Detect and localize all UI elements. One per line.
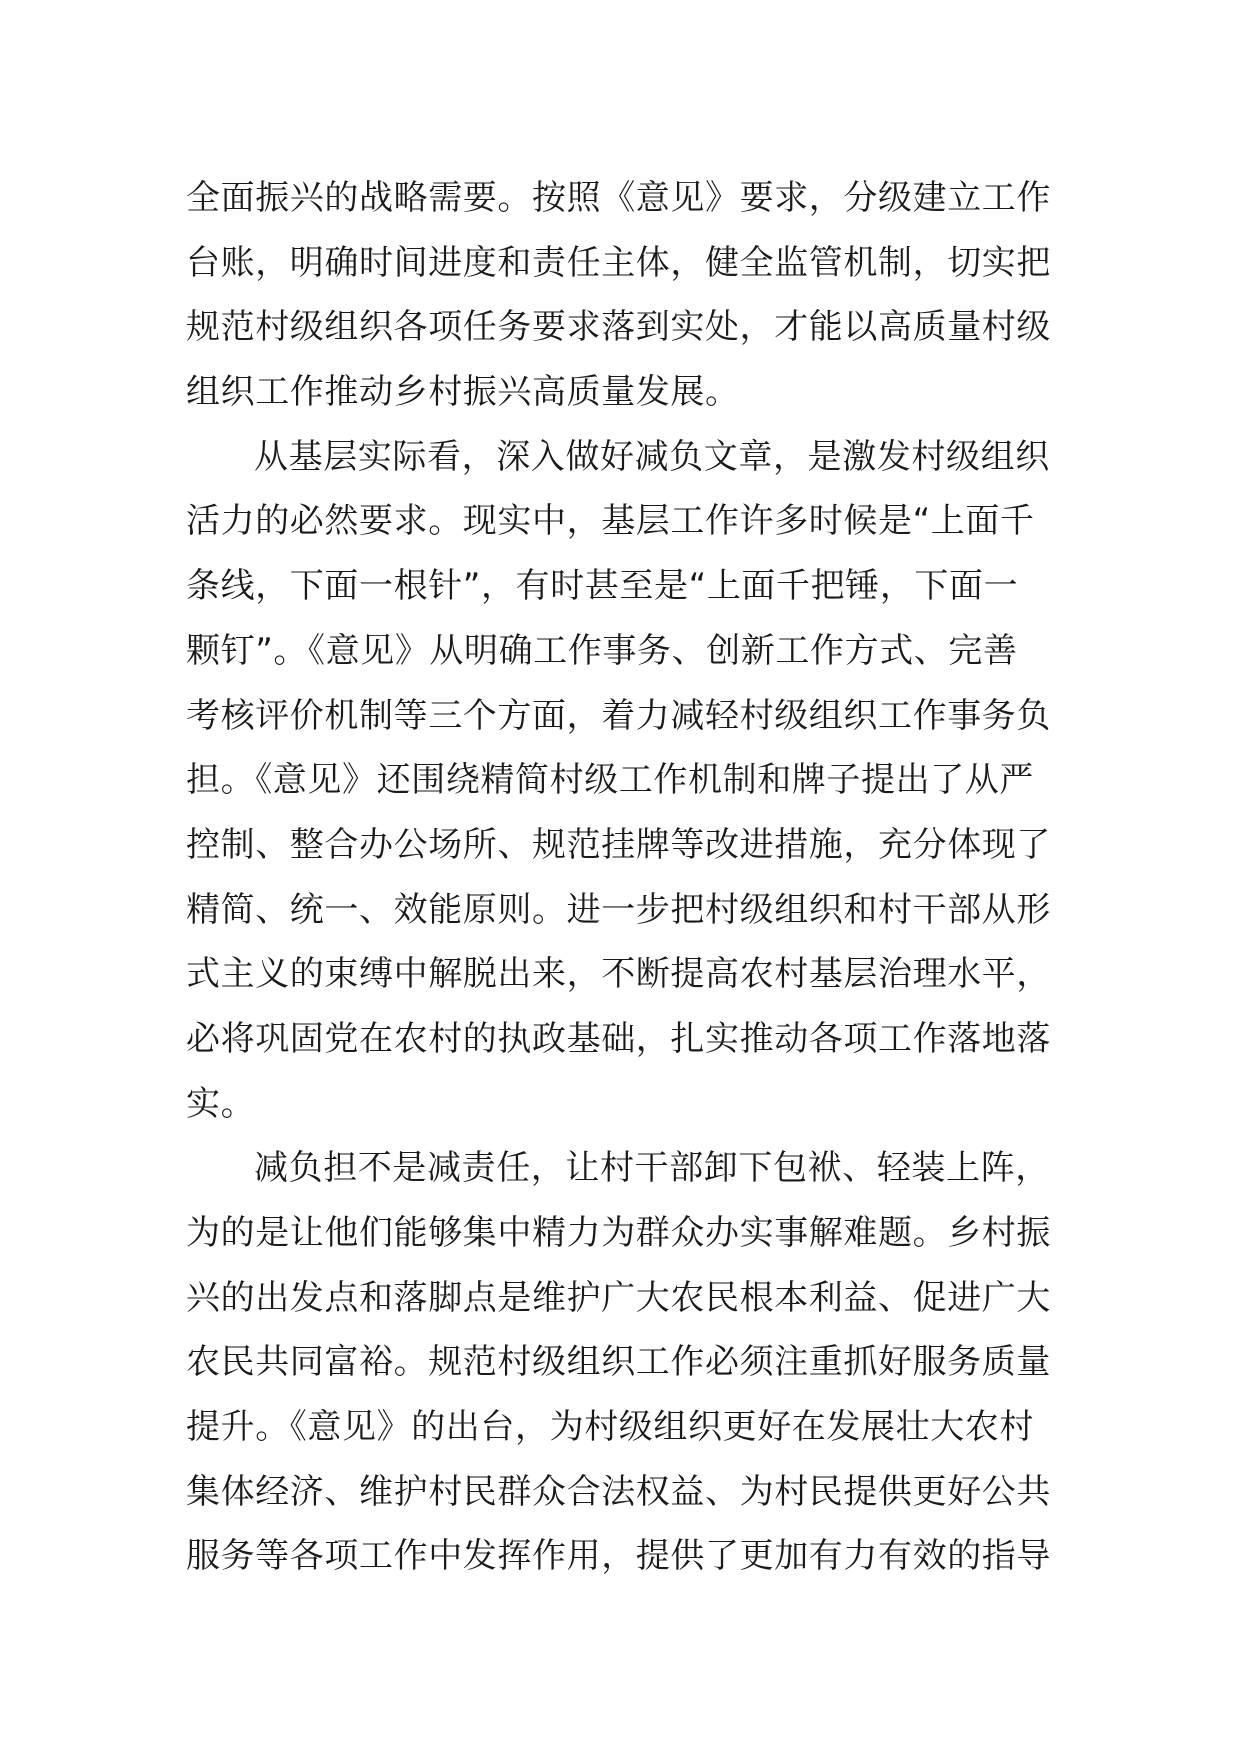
text-line: 为的是让他们能够集中精力为群众办实事解难题。乡村振 — [186, 1213, 1051, 1253]
paragraph-2 — [186, 425, 1066, 1137]
text-line: 控制、整合办公场所、规范挂牌等改进措施，充分体现了 — [186, 824, 1051, 865]
text-line: 兴的出发点和落脚点是维护广大农民根本利益、促进广大 — [186, 1277, 1051, 1318]
text-line-first: 减负担不是减责任，让村干部卸下包袱、轻装上阵， — [254, 1148, 1050, 1189]
text-line: 服务等各项工作中发挥作用，提供了更加有力有效的指导 — [186, 1536, 1051, 1577]
text-line: 条线，下面一根针”，有时甚至是“上面千把锤，下面一 — [186, 566, 1019, 607]
text-line-first: 从基层实际看，深入做好减负文章，是激发村级组织 — [254, 436, 1050, 477]
document-body — [186, 166, 1066, 1589]
text-line: 式主义的束缚中解脱出来，不断提高农村基层治理水平， — [186, 954, 1051, 995]
text-line: 台账，明确时间进度和责任主体，健全监管机制，切实把 — [186, 242, 1051, 283]
text-line: 农民共同富裕。规范村级组织工作必须注重抓好服务质量 — [186, 1342, 1051, 1383]
text-line: 全面振兴的战略需要。按照《意见》要求，分级建立工作 — [186, 178, 1051, 218]
text-line: 活力的必然要求。现实中，基层工作许多时候是“上面千 — [186, 501, 1035, 542]
paragraph-1 — [186, 166, 1066, 425]
text-line: 规范村级组织各项任务要求落到实处，才能以高质量村级 — [186, 307, 1051, 348]
paragraph-3 — [186, 1136, 1066, 1589]
text-line: 必将巩固党在农村的执政基础，扎实推动各项工作落地落 — [186, 1018, 1051, 1059]
text-line: 集体经济、维护村民群众合法权益、为村民提供更好公共 — [186, 1471, 1051, 1512]
text-line: 颗钉”。《意见》从明确工作事务、创新工作方式、完善 — [186, 630, 1018, 671]
text-line: 担。《意见》还围绕精简村级工作机制和牌子提出了从严 — [186, 760, 1034, 801]
text-line: 组织工作推动乡村振兴高质量发展。 — [186, 372, 740, 413]
text-line: 精简、统一、效能原则。进一步把村级组织和村干部从形 — [186, 889, 1051, 930]
text-line: 提升。《意见》的出台，为村级组织更好在发展壮大农村 — [186, 1407, 1034, 1448]
text-line: 实。 — [186, 1083, 256, 1124]
text-line: 考核评价机制等三个方面，着力减轻村级组织工作事务负 — [186, 695, 1051, 736]
